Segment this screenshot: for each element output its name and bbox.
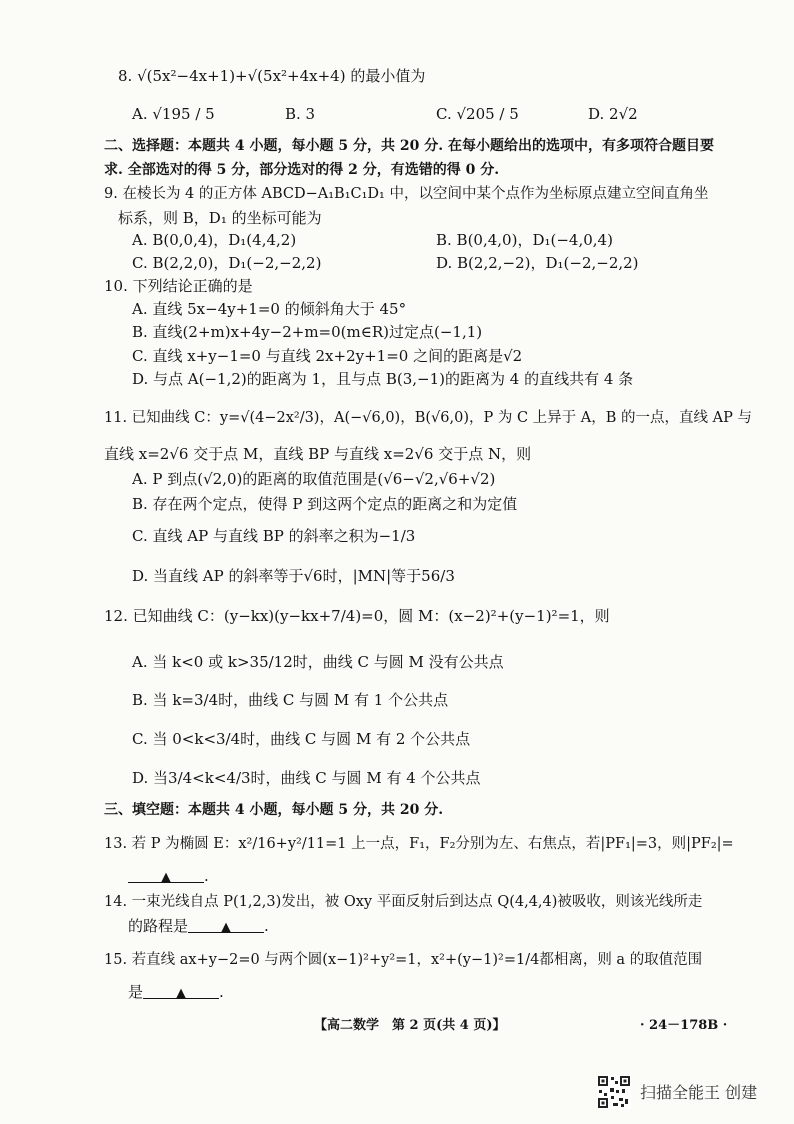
q8-stem: 8. √(5x²−4x+1)+√(5x²+4x+4) 的最小值为 <box>118 67 426 85</box>
q11-option-c: C. 直线 AP 与直线 BP 的斜率之积为−1/3 <box>132 527 416 545</box>
q10-option-b: B. 直线(2+m)x+4y−2+m=0(m∈R)过定点(−1,1) <box>132 323 483 341</box>
q11-option-a: A. P 到点(√2,0)的距离的取值范围是(√6−√2,√6+√2) <box>132 470 496 488</box>
q11-option-b: B. 存在两个定点，使得 P 到这两个定点的距离之和为定值 <box>132 495 518 513</box>
q11-stem-line1: 11. 已知曲线 C：y=√(4−2x²/3)，A(−√6,0)，B(√6,0)，P 为 C 上异于 A，B 的一点，直线 AP 与 <box>104 410 752 426</box>
q14-answer-blank <box>188 916 264 933</box>
q15-answer-line: 是 ▲ . <box>128 983 224 1001</box>
q9-option-d: D. B(2,2,−2)，D₁(−2,−2,2) <box>436 254 639 272</box>
q8-option-c: C. √205 / 5 <box>436 105 519 123</box>
section3-heading: 三、填空题：本题共 4 小题，每小题 5 分，共 20 分. <box>104 802 444 818</box>
q9-stem-line2: 标系，则 B，D₁ 的坐标可能为 <box>118 209 322 227</box>
q10-option-d: D. 与点 A(−1,2)的距离为 1，且与点 B(3,−1)的距离为 4 的直线共有 4 条 <box>132 370 634 388</box>
triangle-marker-icon: ▲ <box>161 870 171 885</box>
q9-option-b: B. B(0,4,0)，D₁(−4,0,4) <box>436 231 613 249</box>
q9-option-c: C. B(2,2,0)，D₁(−2,−2,2) <box>132 254 322 272</box>
q14-answer-line: 的路程是 ▲ . <box>128 917 269 935</box>
q8-option-d: D. 2√2 <box>588 105 638 123</box>
q12-option-a: A. 当 k<0 或 k>35/12时，曲线 C 与圆 M 没有公共点 <box>132 653 504 671</box>
q10-option-c: C. 直线 x+y−1=0 与直线 2x+2y+1=0 之间的距离是√2 <box>132 347 523 365</box>
q10-option-a: A. 直线 5x−4y+1=0 的倾斜角大于 45° <box>132 300 407 318</box>
q12-stem: 12. 已知曲线 C：(y−kx)(y−kx+7/4)=0，圆 M：(x−2)²+(y−1)²=1，则 <box>104 607 610 625</box>
section2-heading-line1: 二、选择题：本题共 4 小题，每小题 5 分，共 20 分. 在每小题给出的选项中，有多项符合题目要 <box>104 138 714 154</box>
q13-answer-line: ▲ . <box>128 866 209 886</box>
qr-code-icon <box>597 1075 631 1109</box>
q12-option-b: B. 当 k=3/4时，曲线 C 与圆 M 有 1 个公共点 <box>132 691 449 709</box>
q12-option-d: D. 当3/4<k<4/3时，曲线 C 与圆 M 有 4 个公共点 <box>132 769 481 787</box>
q8-option-a: A. √195 / 5 <box>132 105 215 123</box>
footer-code: · 24－178B · <box>640 1018 728 1033</box>
q9-option-a: A. B(0,0,4)，D₁(4,4,2) <box>132 231 297 249</box>
scanner-watermark-text: 扫描全能王 创建 <box>640 1083 758 1102</box>
triangle-marker-icon: ▲ <box>221 920 232 935</box>
q15-stem-line1: 15. 若直线 ax+y−2=0 与两个圆(x−1)²+y²=1，x²+(y−1)²=1/4都相离，则 a 的取值范围 <box>104 952 703 968</box>
q10-stem: 10. 下列结论正确的是 <box>104 277 253 295</box>
q14-stem-line1: 14. 一束光线自点 P(1,2,3)发出，被 Oxy 平面反射后到达点 Q(4,4,4)被吸收，则该光线所走 <box>104 894 703 910</box>
q11-stem-line2: 直线 x=2√6 交于点 M，直线 BP 与直线 x=2√6 交于点 N，则 <box>104 445 532 463</box>
q13-stem-line1: 13. 若 P 为椭圆 E：x²/16+y²/11=1 上一点，F₁，F₂分别为左、右焦点，若|PF₁|=3，则|PF₂|= <box>104 836 734 852</box>
q9-stem-line1: 9. 在棱长为 4 的正方体 ABCD−A₁B₁C₁D₁ 中，以空间中某个点作为坐标原点建立空间直角坐 <box>104 186 709 202</box>
footer-page-info: 【高二数学 第 2 页(共 4 页)】 <box>314 1018 506 1033</box>
q12-option-c: C. 当 0<k<3/4时，曲线 C 与圆 M 有 2 个公共点 <box>132 730 471 748</box>
q11-option-d: D. 当直线 AP 的斜率等于√6时，|MN|等于56/3 <box>132 567 455 585</box>
q8-option-b: B. 3 <box>285 105 316 123</box>
q15-answer-blank <box>143 982 219 999</box>
q13-answer-blank <box>128 866 204 883</box>
triangle-marker-icon: ▲ <box>176 986 187 1001</box>
section2-heading-line2: 求. 全部选对的得 5 分，部分选对的得 2 分，有选错的得 0 分. <box>104 162 500 178</box>
